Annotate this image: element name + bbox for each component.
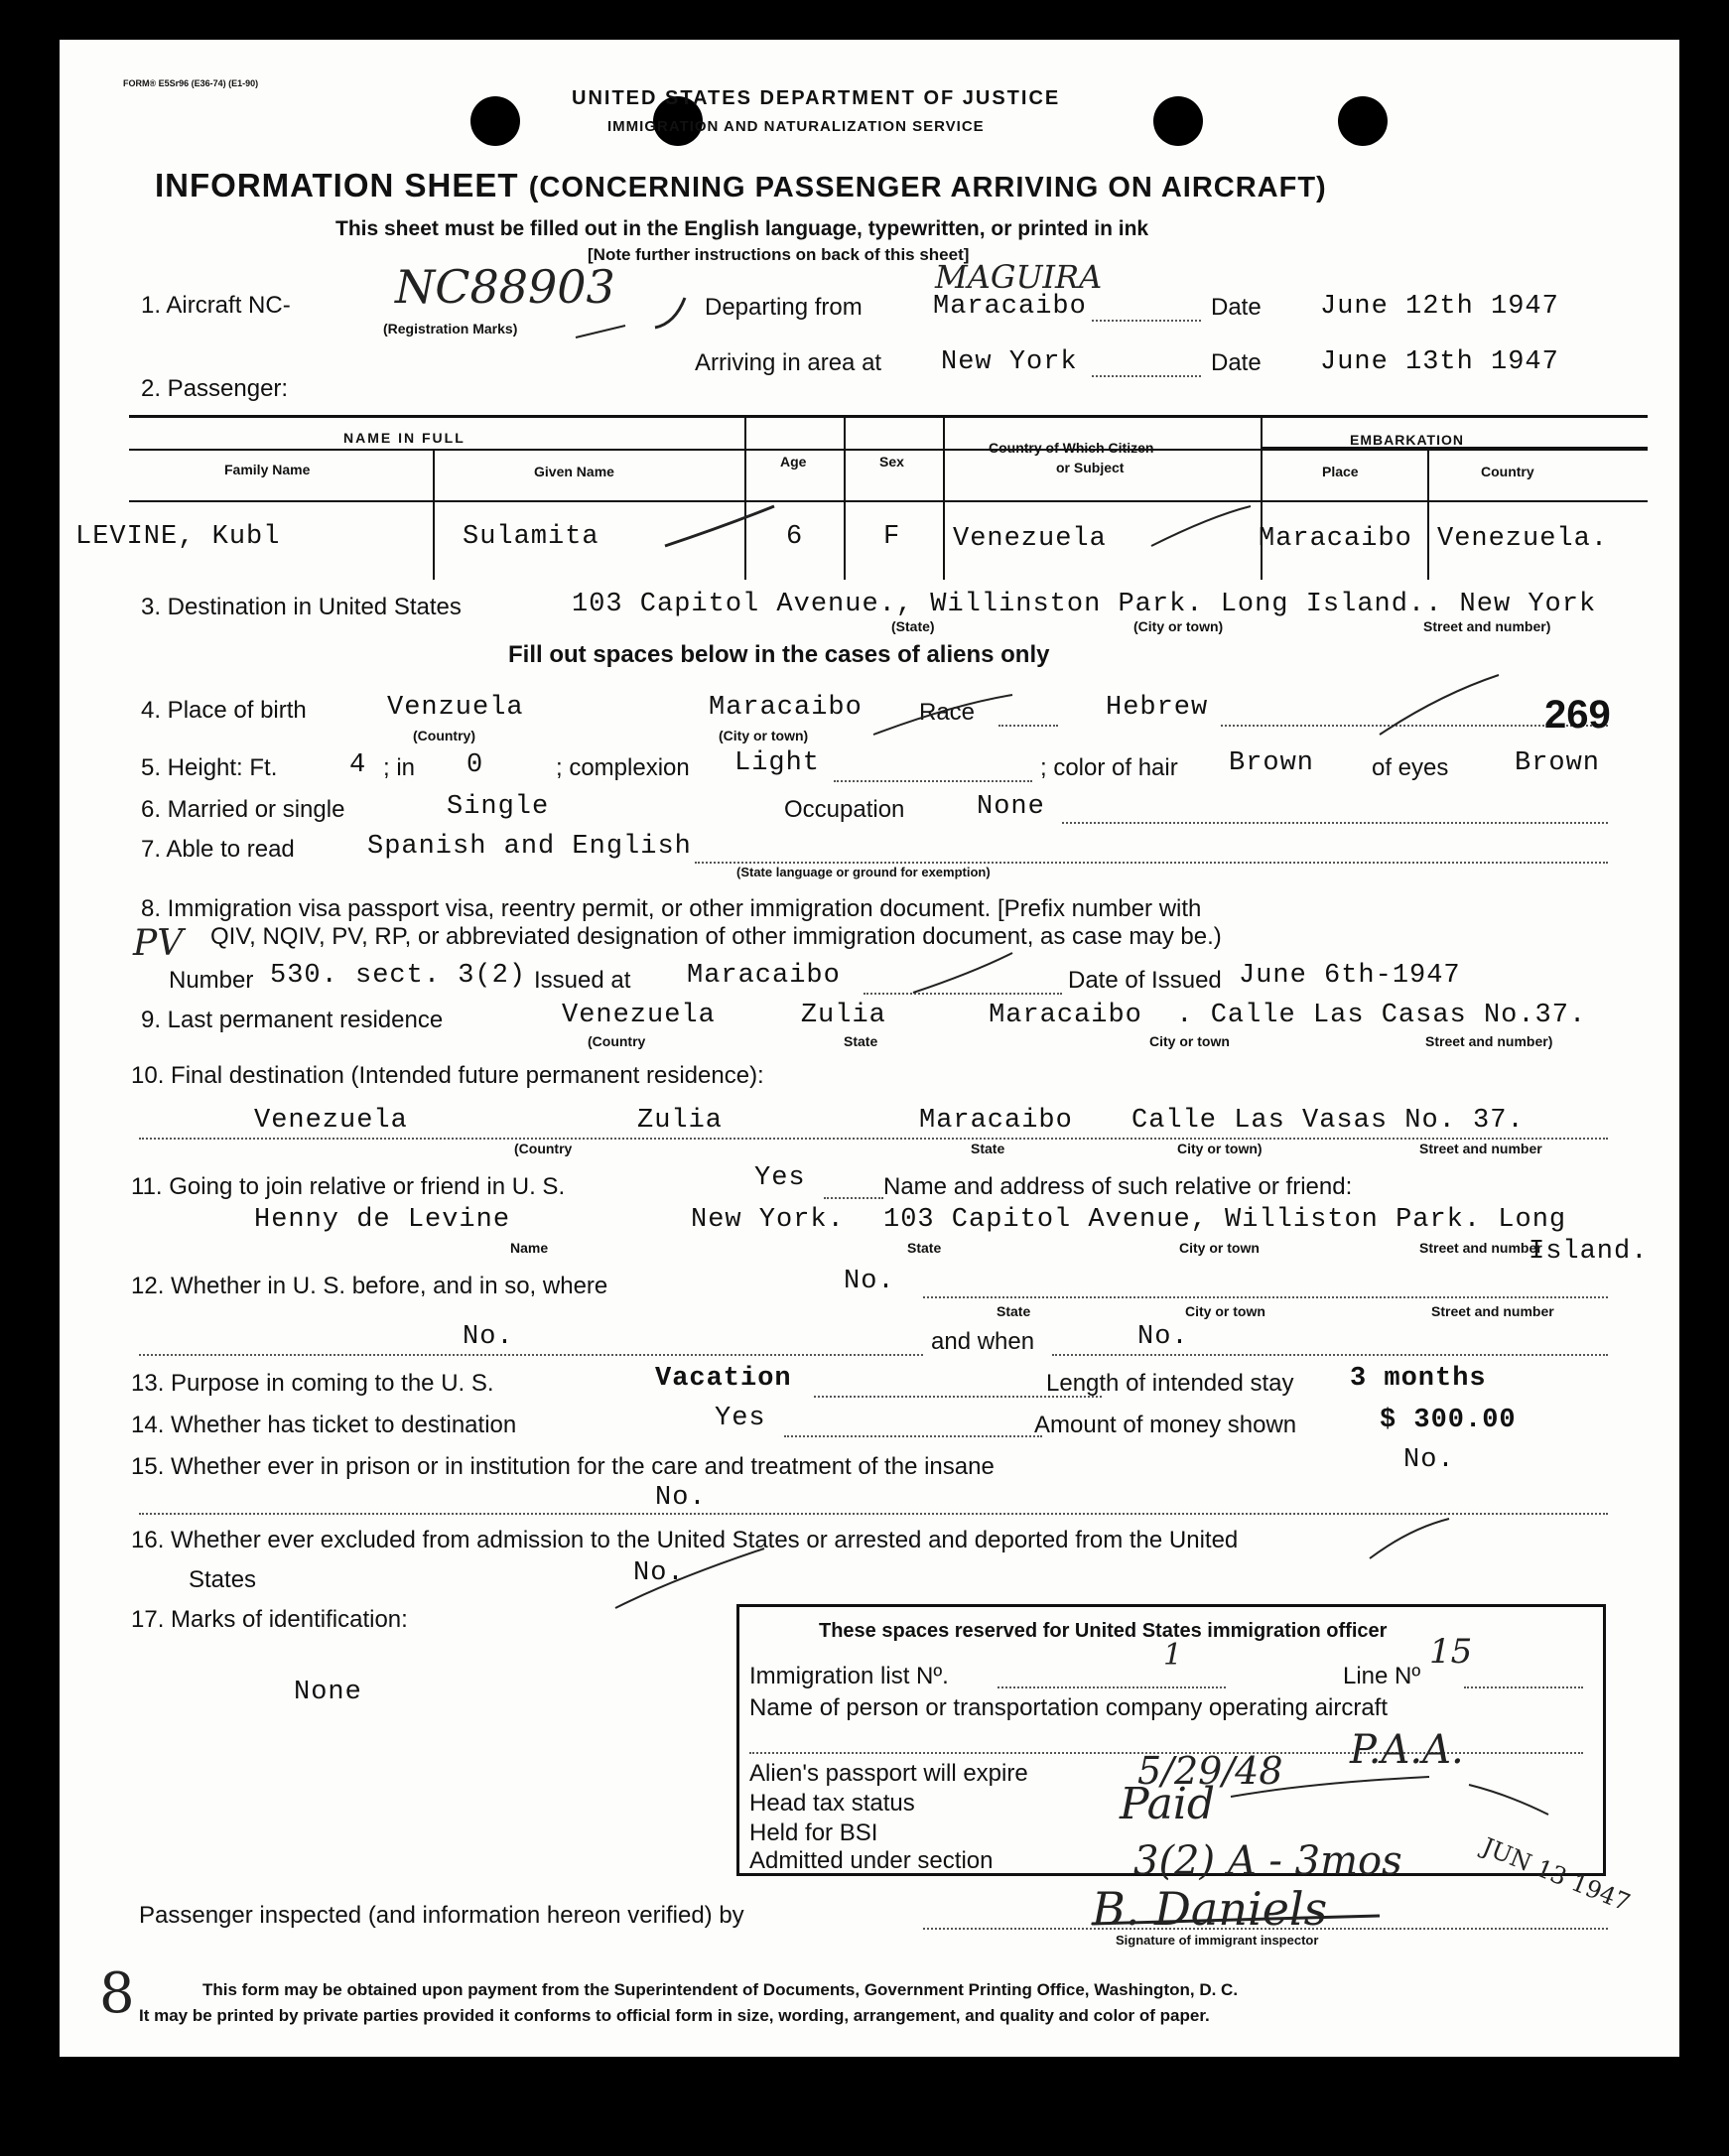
arriving-value: New York: [941, 347, 1078, 377]
birth-country-caption: (Country): [413, 728, 475, 743]
join-value: Yes: [754, 1163, 806, 1193]
relative-street-caption: Street and number: [1419, 1240, 1542, 1256]
relative-address-value: 103 Capitol Avenue, Williston Park. Long: [883, 1205, 1567, 1235]
birth-city-caption: (City or town): [719, 728, 809, 743]
list-no-label: Immigration list Nº.: [749, 1663, 949, 1689]
res-city-caption: City or town: [1149, 1033, 1230, 1049]
birth-country-value: Venzuela: [387, 693, 524, 723]
line-no-label: Line Nº: [1343, 1663, 1421, 1689]
destination-value: 103 Capitol Avenue., Willinston Park. Long Island.. New York: [572, 590, 1597, 619]
operator-handwritten: P.A.A.: [1350, 1727, 1464, 1773]
birth-city-value: Maracaibo: [709, 693, 863, 723]
occupation-value: None: [977, 792, 1045, 822]
footer-line-1: This form may be obtained upon payment from the Superintendent of Documents, Government Printing Office, Washington, D. C.: [202, 1980, 1239, 1999]
final-city-value: Maracaibo: [919, 1106, 1073, 1136]
passport-expire-handwritten: 5/29/48: [1137, 1749, 1283, 1793]
registration-marks-caption: (Registration Marks): [383, 321, 518, 337]
hair-value: Brown: [1229, 748, 1315, 778]
date-issued-value: June 6th-1947: [1239, 961, 1461, 991]
before-state-caption: State: [997, 1303, 1031, 1319]
q6-label: 6. Married or single: [141, 796, 345, 823]
title-main: INFORMATION SHEET: [155, 167, 519, 203]
title-paren: (CONCERNING PASSENGER ARRIVING ON AIRCRAFT): [528, 172, 1327, 203]
final-city-caption: City or town): [1177, 1141, 1263, 1156]
q2-label: 2. Passenger:: [141, 375, 289, 402]
before-where-value: No.: [844, 1267, 895, 1296]
embarkation-header: EMBARKATION: [1350, 432, 1464, 448]
relative-address-value-2: Island.: [1529, 1237, 1649, 1267]
marital-value: Single: [447, 792, 550, 822]
q1-prefix: NC-: [248, 292, 291, 319]
issued-at-value: Maracaibo: [687, 961, 841, 991]
race-value: Hebrew: [1106, 693, 1209, 723]
stamp-date: JUN 13 1947: [1478, 1832, 1635, 1918]
citizen-header-2: or Subject: [1056, 460, 1125, 475]
depart-date-label: Date: [1211, 294, 1262, 321]
q1-text: 1. Aircraft: [141, 292, 242, 319]
back-note: [Note further instructions on back of this sheet]: [588, 245, 970, 264]
page-number: 269: [1544, 693, 1611, 737]
relative-name-caption: Name: [510, 1240, 549, 1256]
arriving-label: Arriving in area at: [695, 349, 882, 376]
final-state-value: Zulia: [637, 1106, 724, 1136]
q13-label: 13. Purpose in coming to the U. S.: [131, 1370, 494, 1397]
margin-number: 8: [99, 1961, 135, 2026]
q16-label-2: States: [189, 1566, 257, 1593]
q11-name-label: Name and address of such relative or friend:: [883, 1173, 1353, 1200]
inspector-signature: B. Daniels: [1092, 1882, 1328, 1936]
prison-value-2: No.: [655, 1483, 707, 1513]
relative-name-value: Henny de Levine: [254, 1205, 511, 1235]
eyes-value: Brown: [1515, 748, 1601, 778]
family-name-header: Family Name: [224, 462, 311, 477]
height-in-value: 0: [466, 750, 484, 780]
section-label: Admitted under section: [749, 1847, 994, 1874]
q9-label: 9. Last permanent residence: [141, 1007, 444, 1033]
name-in-full-header: NAME IN FULL: [343, 430, 466, 446]
money-value: $ 300.00: [1380, 1406, 1517, 1435]
final-street-value: Calle Las Vasas No. 37.: [1131, 1106, 1525, 1136]
relative-state-value: New York.: [691, 1205, 845, 1235]
complexion-label: ; complexion: [556, 754, 690, 781]
age-header: Age: [780, 454, 807, 470]
aircraft-registration: NC88903: [395, 260, 615, 314]
arrive-date-label: Date: [1211, 349, 1262, 376]
final-country-caption: (Country: [514, 1141, 573, 1156]
bsi-label: Held for BSI: [749, 1819, 878, 1846]
relative-state-caption: State: [907, 1240, 942, 1256]
footer-line-2: It may be printed by private parties provided it conforms to official form in size, wording, arrangement, and quality and color of paper.: [139, 2006, 1210, 2025]
race-label: Race: [919, 699, 976, 726]
money-label: Amount of money shown: [1034, 1412, 1297, 1438]
officer-box-title: These spaces reserved for United States immigration officer: [819, 1620, 1388, 1642]
aliens-only-heading: Fill out spaces below in the cases of aliens only: [508, 641, 1050, 668]
dest-street-caption: Street and number): [1423, 618, 1551, 634]
occupation-label: Occupation: [784, 796, 905, 823]
given-name-value: Sulamita: [463, 522, 599, 552]
form-number: FORM® E5Sr96 (E36-74) (E1-90): [123, 78, 259, 88]
doc-prefix-handwritten: PV: [133, 923, 184, 964]
height-ft-value: 4: [349, 750, 367, 780]
service-name: IMMIGRATION AND NATURALIZATION SERVICE: [607, 118, 985, 135]
section-handwritten: 3(2) A - 3mos: [1133, 1838, 1402, 1884]
res-state-caption: State: [844, 1033, 878, 1049]
age-value: 6: [786, 522, 804, 552]
passport-expire-label: Alien's passport will expire: [749, 1760, 1028, 1787]
doc-number-value: 530. sect. 3(2): [270, 961, 527, 991]
embarkation-place-value: Maracaibo: [1259, 524, 1412, 554]
pen-marks: [60, 40, 1679, 2057]
before-when-value: No.: [1137, 1322, 1189, 1352]
read-value: Spanish and English: [367, 832, 692, 862]
excluded-value: No.: [633, 1558, 685, 1588]
last-residence-value: Venezuela Zulia Maracaibo . Calle Las Casas No.37.: [562, 1001, 1587, 1030]
departing-value: Maracaibo: [933, 292, 1087, 322]
citizen-header-1: Country of Which Citizen: [989, 440, 1154, 456]
q5-label: 5. Height: Ft.: [141, 754, 278, 781]
q10-label: 10. Final destination (Intended future permanent residence):: [131, 1062, 764, 1089]
dest-city-caption: (City or town): [1133, 618, 1224, 634]
q8-line-2: QIV, NQIV, PV, RP, or abbreviated designation of other immigration document, as case may be.): [210, 923, 1222, 950]
relative-city-caption: City or town: [1179, 1240, 1260, 1256]
citizen-value: Venezuela: [953, 524, 1107, 554]
q8-line-1: 8. Immigration visa passport visa, reentry permit, or other immigration document. [Prefix number with: [141, 895, 1202, 922]
given-name-header: Given Name: [534, 464, 614, 479]
q4-label: 4. Place of birth: [141, 697, 307, 724]
complexion-value: Light: [734, 748, 821, 778]
final-state-caption: State: [971, 1141, 1005, 1156]
read-caption: (State language or ground for exemption): [736, 865, 991, 879]
sex-header: Sex: [879, 454, 904, 470]
sex-value: F: [883, 522, 901, 552]
agency-name: UNITED STATES DEPARTMENT OF JUSTICE: [572, 87, 1061, 109]
head-tax-label: Head tax status: [749, 1790, 915, 1817]
q15-label: 15. Whether ever in prison or in institution for the care and treatment of the insane: [131, 1453, 995, 1480]
number-label: Number: [169, 967, 254, 994]
ticket-value: Yes: [715, 1404, 766, 1433]
res-street-caption: Street and number): [1425, 1033, 1553, 1049]
res-country-caption: (Country: [588, 1033, 646, 1049]
final-country-value: Venezuela: [254, 1106, 408, 1136]
date-issued-label: Date of Issued: [1068, 967, 1222, 994]
eyes-label: of eyes: [1372, 754, 1449, 781]
depart-date-value: June 12th 1947: [1320, 292, 1559, 322]
and-when-label: and when: [931, 1328, 1035, 1355]
place-header: Place: [1322, 464, 1359, 479]
dest-state-caption: (State): [891, 618, 935, 634]
purpose-value: Vacation: [655, 1364, 792, 1394]
q16-label: 16. Whether ever excluded from admission to the United States or arrested and deported from the United: [131, 1527, 1239, 1553]
departing-handwritten: MAGUIRA: [935, 258, 1103, 296]
prison-value: No.: [1403, 1445, 1455, 1475]
fill-instruction: This sheet must be filled out in the English language, typewritten, or printed in ink: [335, 217, 1149, 240]
list-no-handwritten: 1: [1163, 1638, 1183, 1673]
q7-label: 7. Able to read: [141, 836, 295, 863]
q17-label: 17. Marks of identification:: [131, 1606, 408, 1633]
operator-label: Name of person or transportation company operating aircraft: [749, 1694, 1388, 1721]
embarkation-country-value: Venezuela.: [1437, 524, 1609, 554]
inspected-label: Passenger inspected (and information hereon verified) by: [139, 1902, 744, 1929]
before-where-value-2: No.: [463, 1322, 514, 1352]
stay-value: 3 months: [1350, 1364, 1487, 1394]
issued-at-label: Issued at: [534, 967, 631, 994]
line-no-handwritten: 15: [1429, 1632, 1473, 1672]
departing-label: Departing from: [705, 294, 863, 321]
form-sheet: [60, 40, 1679, 2057]
q14-label: 14. Whether has ticket to destination: [131, 1412, 517, 1438]
q11-label: 11. Going to join relative or friend in U. S.: [131, 1173, 566, 1200]
height-in-label: ; in: [383, 754, 416, 781]
arrive-date-value: June 13th 1947: [1320, 347, 1559, 377]
marks-value: None: [294, 1678, 362, 1707]
signature-caption: Signature of immigrant inspector: [1116, 1933, 1319, 1948]
country-header: Country: [1481, 464, 1534, 479]
family-name-value: LEVINE, Kubl: [75, 522, 281, 552]
hair-label: ; color of hair: [1040, 754, 1178, 781]
before-city-caption: City or town: [1185, 1303, 1265, 1319]
stay-label: Length of intended stay: [1046, 1370, 1294, 1397]
final-street-caption: Street and number: [1419, 1141, 1542, 1156]
before-street-caption: Street and number: [1431, 1303, 1554, 1319]
q12-label: 12. Whether in U. S. before, and in so, where: [131, 1273, 608, 1299]
q3-label: 3. Destination in United States: [141, 594, 462, 620]
head-tax-handwritten: Paid: [1120, 1779, 1216, 1829]
